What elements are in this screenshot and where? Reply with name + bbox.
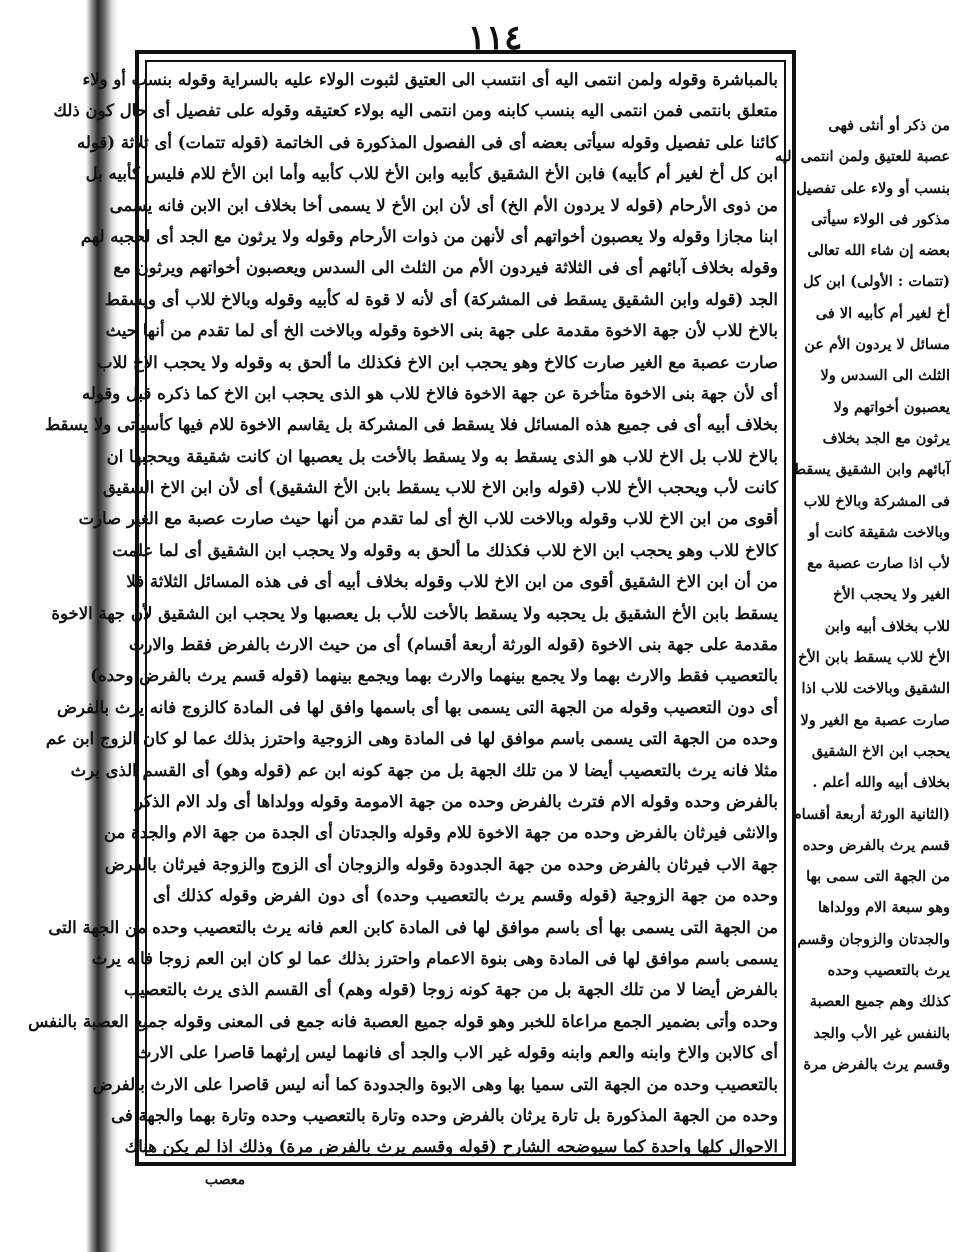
margin-line: وبالاخت شقيقة كانت أو [808, 523, 950, 541]
main-line: يسقط بابن الأخ الشقيق بل يحجبه ولا يسقط بالأخت للأب بل يعصبها ولا يحجب ابن الشقيق لأن جهة الاخوة [51, 603, 778, 623]
margin-line: أخ لغير أم كأبيه الا فى [815, 304, 950, 322]
main-line: مثلا فانه يرث بالتعصيب أيضا لا من تلك الجهة بل من جهة كونه ابن عم (قوله وهو) أى القسم الذى يرث [70, 760, 778, 780]
main-line: أى دون التعصيب وقوله من الجهة التى يسمى بها أى باسمها وافق لها فى المادة كالزوج فانه يرث بالفرض [57, 697, 778, 717]
margin-line: الغير ولا يحجب الأخ [833, 586, 950, 604]
margin-line: بخلاف أبيه والله أعلم . [812, 774, 950, 792]
main-line: من الجهة التى يسمى بها أى باسم موافق لها فى المادة كابن العم فانه يرث بالتعصيب وحده من الجهة التى [48, 917, 778, 937]
margin-line: (تتمات : الأولى) ابن كل [803, 273, 950, 291]
main-line: كانت لأب ويحجب الأخ للاب (قوله وابن الاخ للاب يسقط بابن الأخ الشقيق) أى لأن ابن الاخ الشقيق [102, 478, 778, 498]
main-line: والانثى فيرثان بالفرض وحده من جهة الاخوة للام وقوله والجدتان أى الجدة من جهة الام والجدة من [103, 823, 778, 843]
main-line: بالتعصيب فقط والارث بهما ولا يجمع بينهما والارث بهما ويجمع بينهما (قوله قسم يرث بالفرض وحده) [90, 666, 778, 686]
main-line: أقوى من ابن الاخ للاب وقوله وبالاخت للاب الخ أى لما تقدم من أنها حيث صارت عصبة مع الغير صارت [78, 509, 778, 529]
margin-line: فى المشركة وبالاخ للاب [803, 492, 950, 510]
margin-line: الثلث الى السدس ولا [820, 367, 950, 385]
main-line: صارت عصبة مع الغير صارت كالاخ وهو يحجب ابن الاخ فكذلك ما ألحق به وقوله ولا يحجب الاخ للاب [96, 352, 778, 372]
main-line: مقدمة على جهة بنى الاخوة (قوله الورثة أربعة أقسام) أى من حيث الارث بالفرض فقط والارث [128, 635, 778, 655]
main-line: أى كالابن والاخ وابنه والعم وابنه وقوله غير الاب والجد أى فانهما ليس إرثهما قاصرا على الارث [135, 1043, 778, 1063]
margin-line: بنسب أو ولاء على تفصيل [796, 179, 950, 197]
main-line: بالمباشرة وقوله ولمن انتمى اليه أى انتسب الى العتيق لثبوت الولاء عليه بالسراية وقوله بنسب أو ولاء [82, 70, 778, 89]
margin-line: بعضه إن شاء الله تعالى [807, 242, 950, 260]
main-line: بالاخ للاب بل الاخ للاب هو الذى يسقط به ولا يسقط بالأخت بل يعصبها ان كانت شقيقة ويحجبها ان [106, 446, 778, 466]
margin-line: صارت عصبة مع الغير ولا [800, 711, 950, 729]
main-line: بالفرض أيضا لا من تلك الجهة بل من جهة كونه زوجا (قوله وهم) أى القسم الذى يرث بالتعصيب [123, 980, 778, 1000]
margin-line: عصبة للعتيق ولمن انتمى اليه [775, 148, 950, 166]
margin-line: مذكور فى الولاء سيأتى [810, 210, 950, 228]
margin-line: لأب اذا صارت عصبة مع [807, 555, 950, 573]
main-line: بخلاف أبيه أى فى جميع هذه المسائل فلا يسقط فى المشركة بل يقاسم الاخوة للام فيها كأسيأتى ولا يسقط [44, 415, 778, 435]
main-line: ابنا مجازا وقوله ولا يعصبون أخواتهم أى لأنهن من ذوات الأرحام وقوله ولا يرثون مع الجد أى لحجبه لهم [80, 226, 778, 246]
marginal-matn-text [775, 110, 950, 1080]
margin-line: للاب بخلاف أبيه وابن [824, 617, 950, 635]
margin-line: من ذكر أو أنثى فهى [828, 117, 950, 134]
main-line: الاحوال كلها واحدة كما سيوضحه الشارح (قوله وقسم يرث بالفرض مرة) وذلك اذا لم يكن هناك [124, 1137, 778, 1157]
margin-line: وقسم يرث بالفرض مرة [803, 1055, 950, 1073]
main-line: وحده وأتى بضمير الجمع مراعاة للخبر وهو قوله جميع العصبة فانه جمع فى المعنى وقوله جميع العصبة بالنفس [28, 1011, 778, 1031]
main-commentary-text [28, 64, 778, 1157]
main-line: جهة الاب فيرثان بالفرض وحده من جهة الجدودة وقوله والزوجان أى الزوج والزوجة فيرثان بالفرض [104, 854, 778, 874]
main-line: بالتعصيب وحده من الجهة التى سميا بها وهى الابوة والجدودة كما أنه ليس قاصرا على الارث بالفرض [92, 1074, 778, 1094]
main-line: بالاخ للاب لأن جهة الاخوة مقدمة على جهة بنى الاخوة وقوله وبالاخت الخ أى لما تقدم من أنها حيث [105, 321, 778, 341]
main-line: من أن ابن الاخ الشقيق أقوى من ابن الاخ للاب وقوله بخلاف أبيه أى فى هذه المسائل الثلاثة فلا [126, 572, 778, 592]
main-line: وحده من الجهة المذكورة بل تارة يرثان بالفرض وحده وتارة بالتعصيب وحده وتارة بهما والجهة فى [111, 1105, 778, 1125]
main-line: ابن كل أخ لغير أم كأبيه) فابن الأخ الشقيق كأبيه وابن الأخ للاب كأبيه وأما ابن الأخ للام فليس كأبيه بل [85, 164, 778, 184]
margin-line: والجدتان والزوجان وقسم [797, 930, 950, 948]
main-line: الجد (قوله وابن الشقيق يسقط فى المشركة) أى لأنه لا قوة له كأبيه وقوله وبالاخ للاب أى ويسقط [104, 289, 778, 309]
margin-line: وهو سبعة الام وولداها [818, 899, 950, 917]
main-line: يسمى باسم موافق لها فى المادة وهى بنوة الاعمام واحترز بذلك عما لو كان ابن العم زوجا فانه يرث [91, 948, 778, 968]
margin-line: مسائل لا يردون الأم عن [804, 336, 950, 354]
main-line: من ذوى الأرحام (قوله لا يردون الأم الخ) أى لأن ابن الأخ لا يسمى أخا بخلاف ابن الابن فانه يسمى [109, 195, 778, 215]
margin-line: (الثانية الورثة أربعة أقسام [792, 805, 950, 823]
main-line: متعلق بانتمى فمن انتمى اليه بنسب كابنه ومن انتمى اليه بولاء كعتيقه وقوله على تفصيل أى حال كون ذلك [53, 101, 778, 121]
main-line: أى لأن جهة بنى الاخوة متأخرة عن جهة الاخوة فالاخ للاب هو الذى يحجب ابن الاخ كما ذكره قبل وقوله [82, 383, 778, 403]
margin-line: الأخ للاب يسقط بابن الأخ [798, 649, 950, 667]
main-line: كالاخ للاب وهو يحجب ابن الاخ للاب فكذلك ما ألحق به وقوله ولا يحجب ابن الشقيق أى لما علمت [112, 540, 778, 560]
main-line: كائنا على تفصيل وقوله سيأتى بعضه أى فى الفصول المذكورة فى الخاتمة (قوله تتمات) أى ثلاثة (قوله [77, 132, 778, 152]
margin-line: يعصبون أخواتهم ولا [833, 398, 950, 416]
margin-line: قسم يرث بالفرض وحده [802, 836, 950, 854]
margin-line: كذلك وهم جميع العصبة [809, 993, 950, 1011]
margin-line: الشقيق وبالاخت للاب اذا [801, 680, 950, 698]
margin-line: يحجب ابن الاخ الشقيق [811, 742, 950, 760]
main-line: وحده من جهة الزوجية (قوله وقسم يرث بالتعصيب وحده) أى دون الفرض وقوله كذلك أى [153, 886, 778, 906]
margin-line: بالنفس غير الأب والجد [813, 1024, 950, 1042]
main-line: بالفرض وحده وقوله الام فترث بالفرض وحده من جهة الامومة وقوله وولداها أى ولد الام الذكر [134, 791, 778, 811]
margin-line: من الجهة التى سمى بها [806, 868, 950, 886]
main-line: وقوله بخلاف آبائهم أى فى الثلاثة فيردون الأم من الثلث الى السدس ويعصبون أخواتهم ويرثون مع [113, 258, 778, 278]
catchword: معصب [204, 1172, 246, 1188]
margin-line: يرثون مع الجد بخلاف [822, 429, 950, 447]
margin-line: آبائهم وابن الشقيق يسقط [792, 461, 950, 479]
margin-line: يرث بالتعصيب وحده [827, 962, 950, 980]
main-line: وحده من الجهة التى يسمى باسم موافق لها فى المادة وهى الزوجية واحترز بذلك عما لو كان الزوج ابن عم [45, 729, 778, 749]
page-number: ١١٤ [467, 18, 523, 58]
